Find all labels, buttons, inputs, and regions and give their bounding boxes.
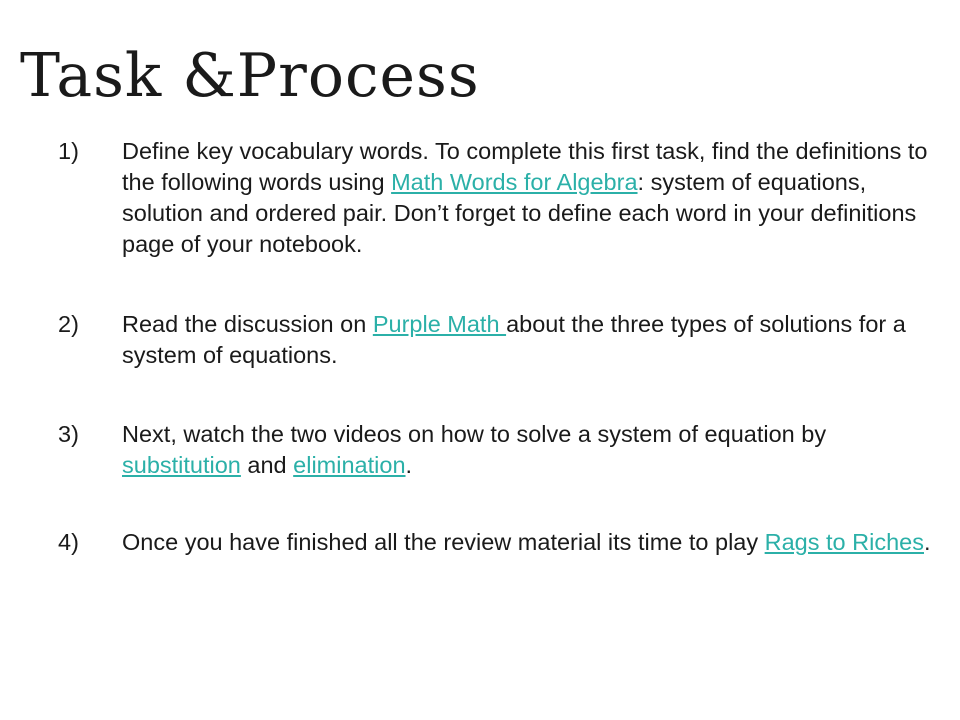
item-text-before: Define key vocabulary words. To complete this first task, find the definitions to the following words using [122, 138, 928, 195]
list-item-2 [58, 309, 938, 371]
elimination-link[interactable]: elimination [293, 452, 406, 478]
item-text-before: Once you have finished all the review material its time to play [122, 529, 765, 555]
item-text [122, 419, 938, 481]
item-text-before: Next, watch the two videos on how to solve a system of equation by [122, 421, 827, 447]
list-item-4 [58, 527, 938, 558]
purple-math-link[interactable]: Purple Math [372, 311, 507, 337]
item-number: 4) [58, 529, 79, 555]
substitution-link[interactable]: substitution [122, 452, 241, 478]
list-item-3 [58, 419, 938, 481]
item-text [122, 527, 938, 558]
item-text-before: Read the discussion on [122, 311, 373, 337]
item-text [122, 309, 938, 371]
item-text-middle: and [240, 452, 294, 478]
item-text-after: . [924, 529, 931, 555]
math-words-for-algebra-link[interactable]: Math Words for Algebra [391, 169, 638, 195]
item-text [122, 136, 938, 260]
item-number: 2) [58, 311, 79, 337]
list-item-1 [58, 136, 938, 260]
item-text-after: . [405, 452, 413, 478]
item-number: 3) [58, 421, 79, 447]
item-number: 1) [58, 138, 79, 164]
rags-to-riches-link[interactable]: Rags to Riches [764, 529, 924, 555]
item-text-after: about the three types of solutions for a system of equations. [122, 311, 906, 368]
slide-title: Task &Process [20, 41, 480, 111]
item-text-after: : system of equations, solution and ordered pair. Don’t forget to define each word in your definitions page of your notebook. [122, 169, 917, 257]
